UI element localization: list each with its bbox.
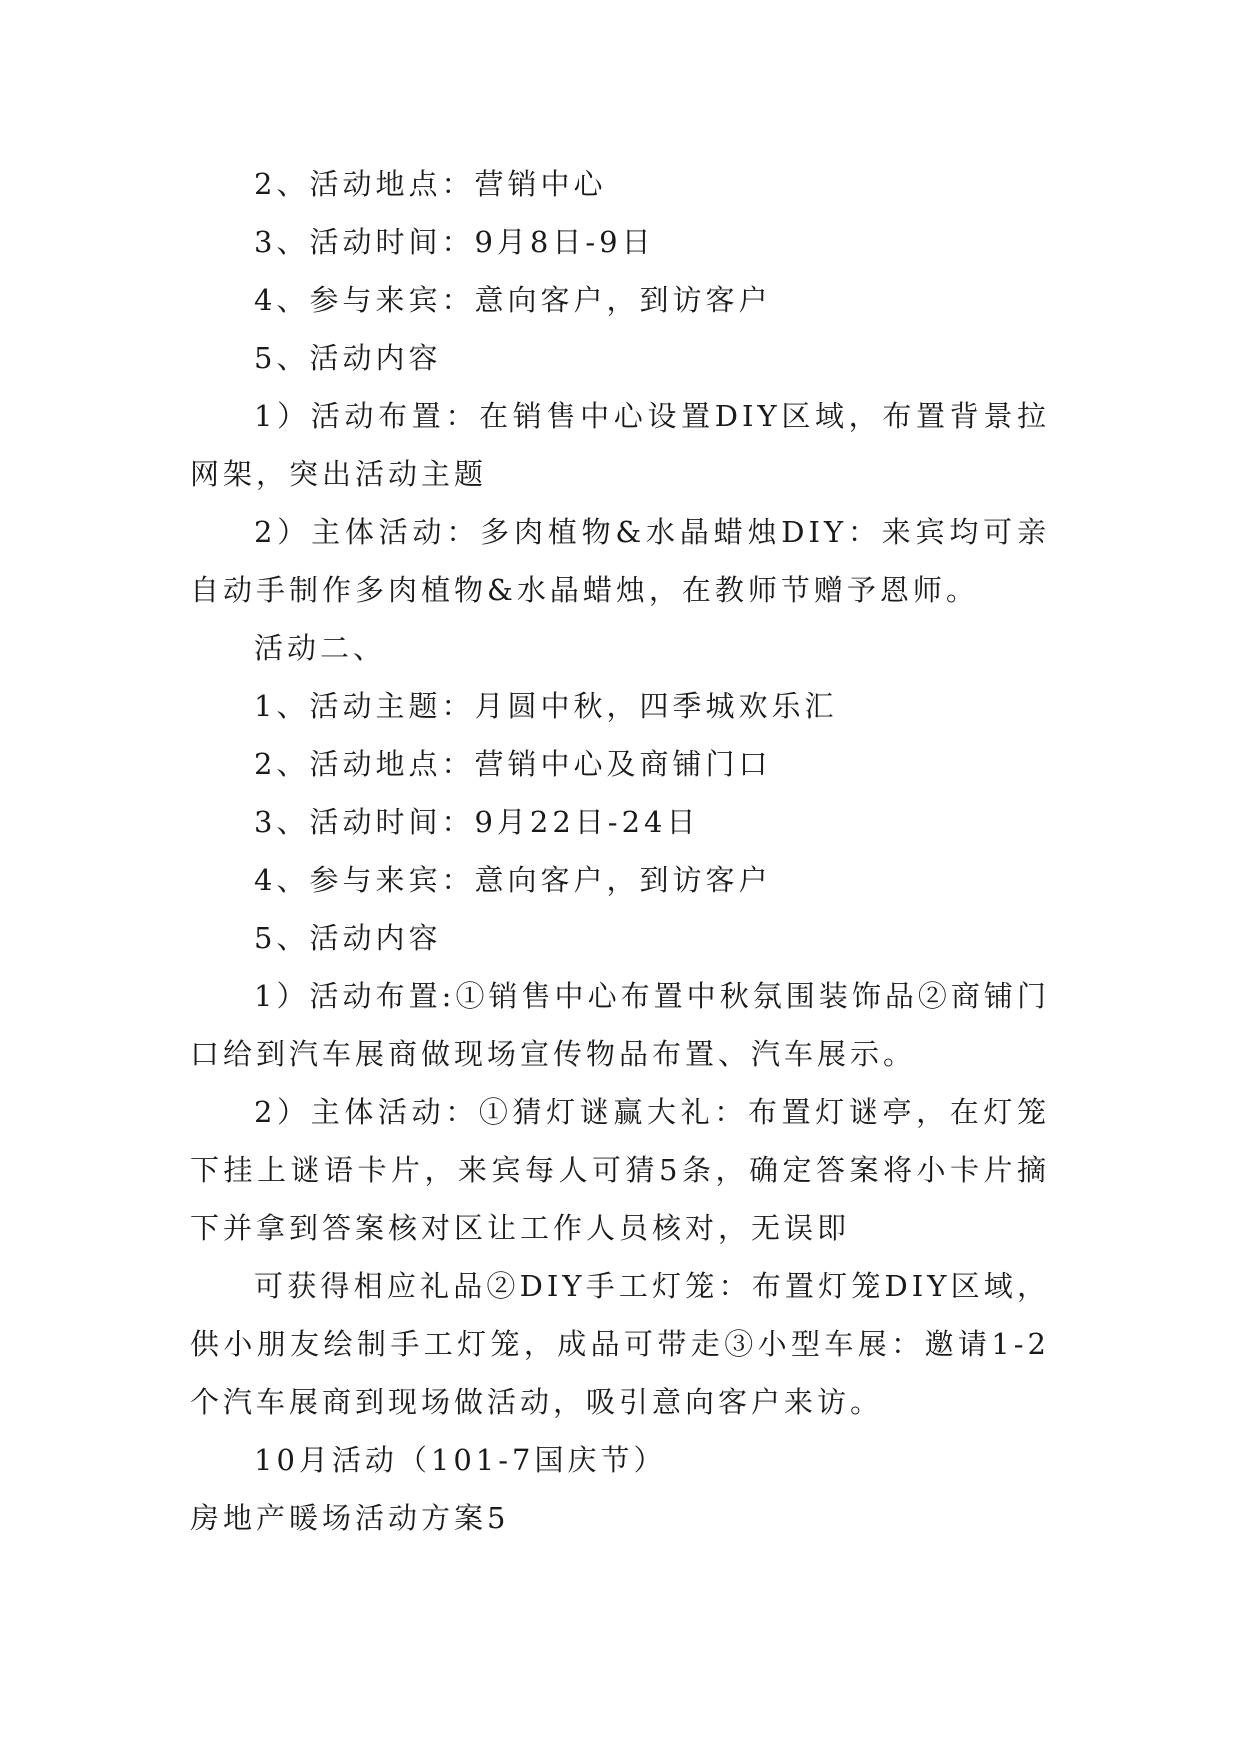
paragraph-theme-2: 1、活动主题：月圆中秋，四季城欢乐汇 — [254, 689, 838, 723]
paragraph-main-activity-1: 2）主体活动：多肉植物&水晶蜡烛DIY：来宾均可亲自动手制作多肉植物&水晶蜡烛，在教师节赠予恩师。 — [190, 515, 1050, 607]
paragraph-content-heading-2: 5、活动内容 — [254, 921, 442, 955]
paragraph-time-1: 3、活动时间：9月8日-9日 — [254, 225, 655, 259]
document-body — [190, 155, 1050, 1547]
paragraph-time-2: 3、活动时间：9月22日-24日 — [254, 805, 700, 839]
paragraph-venue-1: 2、活动地点：营销中心 — [254, 167, 607, 201]
section-heading-activity-two: 活动二、 — [254, 631, 387, 665]
document-section-title: 房地产暖场活动方案5 — [190, 1501, 510, 1535]
paragraph-venue-2: 2、活动地点：营销中心及商铺门口 — [254, 747, 772, 781]
paragraph-guests-1: 4、参与来宾：意向客户，到访客户 — [254, 283, 772, 317]
paragraph-main-activity-2-continued: 可获得相应礼品②DIY手工灯笼：布置灯笼DIY区域，供小朋友绘制手工灯笼，成品可带走③小型车展：邀请1-2个汽车展商到现场做活动，吸引意向客户来访。 — [190, 1269, 1050, 1419]
paragraph-setup-1: 1）活动布置：在销售中心设置DIY区域，布置背景拉网架，突出活动主题 — [190, 399, 1050, 491]
paragraph-main-activity-2: 2）主体活动：①猜灯谜赢大礼：布置灯谜亭，在灯笼下挂上谜语卡片，来宾每人可猜5条，确定答案将小卡片摘下并拿到答案核对区让工作人员核对，无误即 — [190, 1095, 1050, 1245]
paragraph-setup-2: 1）活动布置:①销售中心布置中秋氛围装饰品②商铺门口给到汽车展商做现场宣传物品布置、汽车展示。 — [190, 979, 1050, 1071]
paragraph-content-heading-1: 5、活动内容 — [254, 341, 442, 375]
paragraph-october-activity: 10月活动（101-7国庆节） — [254, 1443, 667, 1477]
paragraph-guests-2: 4、参与来宾：意向客户，到访客户 — [254, 863, 772, 897]
